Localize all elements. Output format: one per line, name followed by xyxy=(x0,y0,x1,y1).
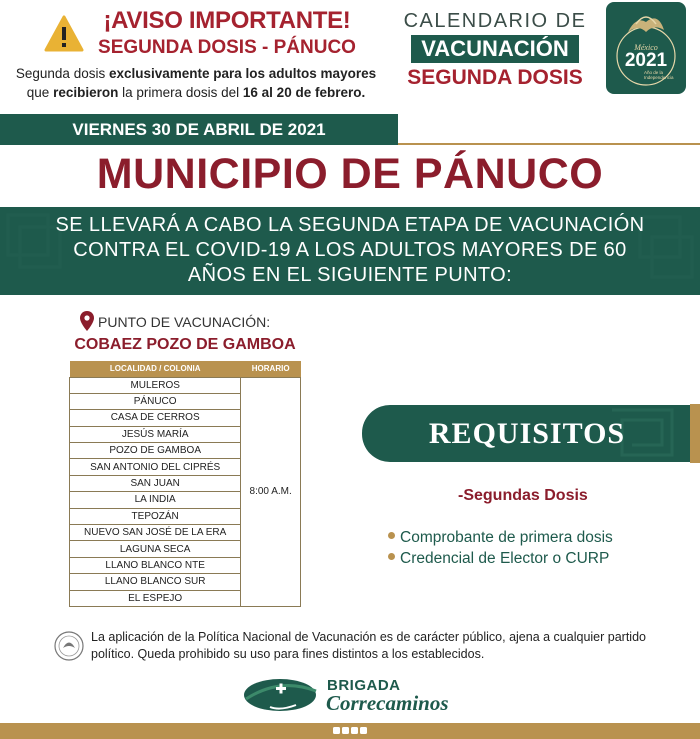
requirement-text: Credencial de Elector o CURP xyxy=(400,550,610,567)
vaccination-point-name: COBAEZ POZO DE GAMBOA xyxy=(74,336,296,353)
bullet-icon xyxy=(388,532,395,539)
notice-title: ¡AVISO IMPORTANTE! xyxy=(103,7,351,34)
calendar-title: CALENDARIO DE xyxy=(403,10,587,32)
locality-cell: SAN ANTONIO DEL CIPRÉS xyxy=(70,459,241,475)
notice-subtitle: SEGUNDA DOSIS - PÁNUCO xyxy=(98,37,356,58)
schedule-cell: 8:00 A.M. xyxy=(241,377,301,606)
list-item xyxy=(388,548,613,569)
notice-body-bold: 16 al 20 de febrero. xyxy=(242,85,366,100)
schedule-table xyxy=(69,361,301,607)
logo-caption: Año de la Independencia xyxy=(644,70,674,80)
notice-body-bold: recibieron xyxy=(53,85,119,100)
brigada-correcaminos-logo xyxy=(240,671,322,719)
social-icons xyxy=(333,727,367,734)
locality-cell: NUEVO SAN JOSÉ DE LA ERA xyxy=(70,525,241,541)
instagram-icon[interactable] xyxy=(351,727,358,734)
locality-cell: LAGUNA SECA xyxy=(70,541,241,557)
locality-cell: LLANO BLANCO NTE xyxy=(70,557,241,573)
list-item xyxy=(388,527,613,548)
requirement-text: Comprobante de primera dosis xyxy=(400,529,613,546)
notice-body xyxy=(0,64,392,102)
facebook-icon[interactable] xyxy=(333,727,340,734)
column-header-locality: LOCALIDAD / COLONIA xyxy=(70,361,241,377)
locality-cell: JESÚS MARÍA xyxy=(70,426,241,442)
national-seal-icon xyxy=(54,631,84,661)
mexico-2021-logo xyxy=(606,2,686,94)
brand-line2: Correcaminos xyxy=(326,691,449,715)
notice-body-part: Segunda dosis xyxy=(15,66,109,81)
disclaimer-text: La aplicación de la Política Nacional de Vacunación es de carácter público, ajena a cualquier partido político. Queda prohibido su uso para fines distintos a los establecidos. xyxy=(91,630,646,661)
announcement-line: CONTRA EL COVID-19 A LOS ADULTOS MAYORES DE 60 xyxy=(73,239,627,261)
locality-cell: POZO DE GAMBOA xyxy=(70,443,241,459)
locality-cell: EL ESPEJO xyxy=(70,590,241,606)
divider xyxy=(398,143,700,145)
logo-country: México xyxy=(634,43,658,52)
logo-year: 2021 xyxy=(624,50,668,71)
requirements-list xyxy=(388,527,613,569)
notice-body-part: la primera dosis del xyxy=(118,85,243,100)
locality-cell: CASA DE CERROS xyxy=(70,410,241,426)
calendar-vaccination-label: VACUNACIÓN xyxy=(411,35,579,63)
table-header-row xyxy=(70,361,301,377)
warning-icon xyxy=(44,15,84,53)
announcement-line: SE LLEVARÁ A CABO LA SEGUNDA ETAPA DE VACUNACIÓN xyxy=(55,214,645,236)
calendar-second-dose-label: SEGUNDA DOSIS xyxy=(407,66,583,89)
municipality-title: MUNICIPIO DE PÁNUCO xyxy=(96,150,604,198)
youtube-icon[interactable] xyxy=(360,727,367,734)
announcement-text xyxy=(0,213,700,288)
event-date: VIERNES 30 DE ABRIL DE 2021 xyxy=(72,120,326,139)
locality-cell: LA INDIA xyxy=(70,492,241,508)
locality-cell: TEPOZÁN xyxy=(70,508,241,524)
locality-cell: MULEROS xyxy=(70,377,241,393)
table-row xyxy=(70,377,301,393)
notice-body-bold: exclusivamente para los adultos mayores xyxy=(108,66,377,81)
twitter-icon[interactable] xyxy=(342,727,349,734)
bullet-icon xyxy=(388,553,395,560)
location-pin-icon xyxy=(80,311,94,331)
announcement-line: AÑOS EN EL SIGUIENTE PUNTO: xyxy=(187,264,513,286)
locality-cell: LLANO BLANCO SUR xyxy=(70,574,241,590)
requirements-subtitle: -Segundas Dosis xyxy=(458,487,588,504)
vaccination-point-label: PUNTO DE VACUNACIÓN: xyxy=(98,314,271,330)
locality-cell: PÁNUCO xyxy=(70,393,241,409)
notice-body-part: que xyxy=(26,85,54,100)
requirements-title: REQUISITOS xyxy=(428,417,626,450)
locality-cell: SAN JUAN xyxy=(70,475,241,491)
brand-line1: BRIGADA xyxy=(327,677,401,694)
column-header-schedule: HORARIO xyxy=(241,361,301,377)
